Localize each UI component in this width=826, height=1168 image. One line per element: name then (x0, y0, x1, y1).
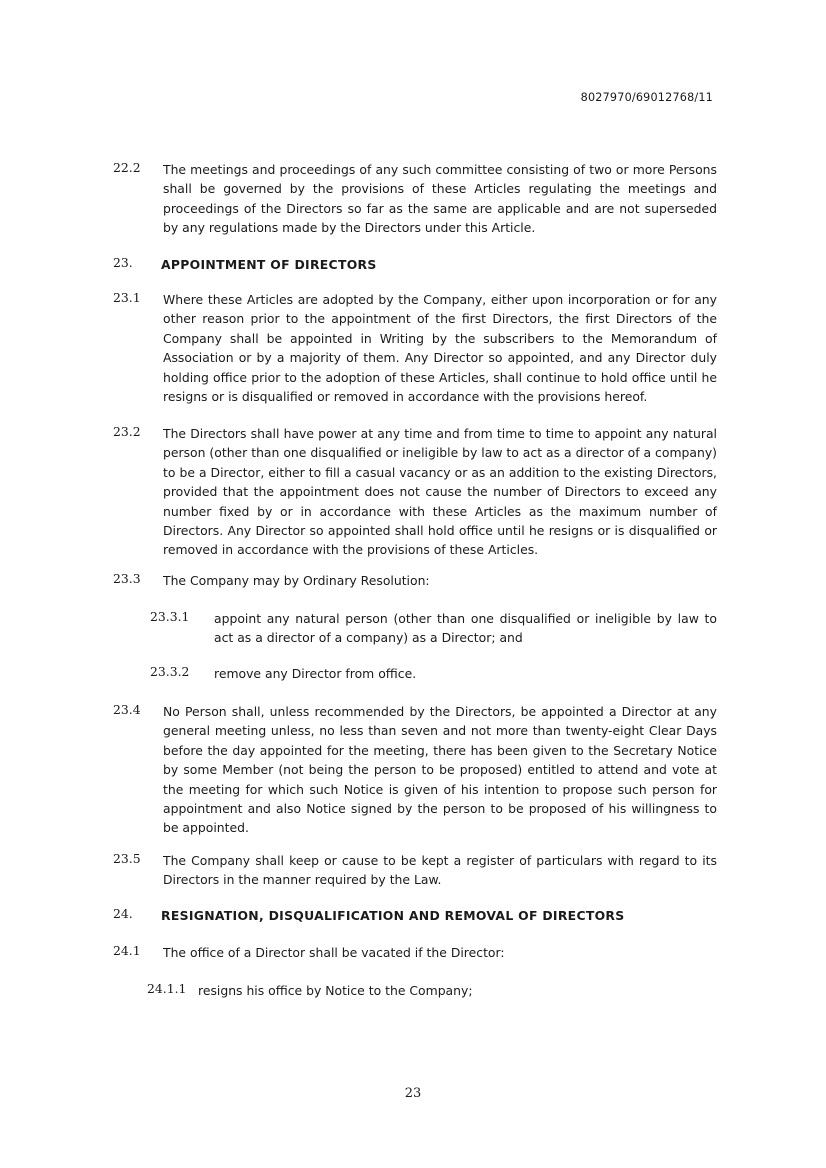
clause-number: 22.2 (113, 160, 141, 175)
clause-text: No Person shall, unless recommended by the Directors, be appointed a Director at any general meeting unless, no less than seven and not more than twenty-eight Clear Days before the day appointed for the meeting, there has been given to the Secretary Notice by some Member (not being the person to be proposed) entitled to attend and vote at the meeting for which such Notice is given of his intention to propose such person for appointment and also Notice signed by the person to be proposed of his willingness to be appointed. (163, 704, 717, 836)
clause-text: resigns his office by Notice to the Company; (198, 983, 473, 998)
clause-text: The Company may by Ordinary Resolution: (163, 573, 430, 588)
clause-23-3-1 (150, 609, 717, 648)
clause-24-1 (113, 943, 717, 962)
clause-number: 23.3.1 (150, 609, 190, 624)
clause-number: 23.4 (113, 702, 141, 717)
section-heading: APPOINTMENT OF DIRECTORS (161, 257, 377, 272)
clause-text: The Directors shall have power at any time and from time to time to appoint any natural person (other than one disqualified or ineligible by law to act as a director of a company) to be a Director, either to fill a casual vacancy or as an addition to the existing Directors, provided that the appointment does not cause the number of Directors to exceed any number fixed by or in accordance with these Articles as the maximum number of Directors. Any Director so appointed shall hold office until he resigns or is disqualified or removed in accordance with the provisions of these Articles. (163, 426, 717, 558)
clause-23-3 (113, 571, 717, 590)
section-24 (113, 906, 717, 925)
section-heading: RESIGNATION, DISQUALIFICATION AND REMOVAL OF DIRECTORS (161, 908, 625, 923)
clause-24-1-1 (147, 981, 717, 1000)
clause-23-1 (113, 290, 717, 406)
clause-text: The meetings and proceedings of any such committee consisting of two or more Persons shall be governed by the provisions of these Articles regulating the meetings and proceedings of the Directors so far as the same are applicable and are not superseded by any regulations made by the Directors under this Article. (163, 162, 717, 236)
clause-23-5 (113, 851, 717, 890)
section-23 (113, 255, 717, 274)
clause-text: Where these Articles are adopted by the Company, either upon incorporation or for any other reason prior to the appointment of the first Directors, the first Directors of the Company shall be appointed in Writing by the subscribers to the Memorandum of Association or by a majority of them. Any Director so appointed, and any Director duly holding office prior to the adoption of these Articles, shall continue to hold office until he resigns or is disqualified or removed in accordance with the provisions hereof. (163, 292, 717, 405)
clause-number: 23.2 (113, 424, 141, 439)
clause-number: 23.1 (113, 290, 141, 305)
clause-23-2 (113, 424, 717, 560)
section-number: 24. (113, 906, 133, 921)
page-number: 23 (404, 1086, 422, 1101)
clause-number: 24.1 (113, 943, 141, 958)
document-reference: 8027970/69012768/11 (580, 91, 713, 104)
clause-text: The office of a Director shall be vacated if the Director: (163, 945, 505, 960)
clause-number: 24.1.1 (147, 981, 187, 996)
clause-23-3-2 (150, 664, 717, 683)
clause-22-2 (113, 160, 717, 238)
clause-text: remove any Director from office. (214, 666, 417, 681)
clause-number: 23.5 (113, 851, 141, 866)
section-number: 23. (113, 255, 133, 270)
clause-text: appoint any natural person (other than one disqualified or ineligible by law to act as a director of a company) as a Director; and (214, 611, 717, 646)
clause-number: 23.3.2 (150, 664, 190, 679)
clause-text: The Company shall keep or cause to be kept a register of particulars with regard to its Directors in the manner required by the Law. (163, 853, 717, 888)
clause-23-4 (113, 702, 717, 838)
clause-number: 23.3 (113, 571, 141, 586)
